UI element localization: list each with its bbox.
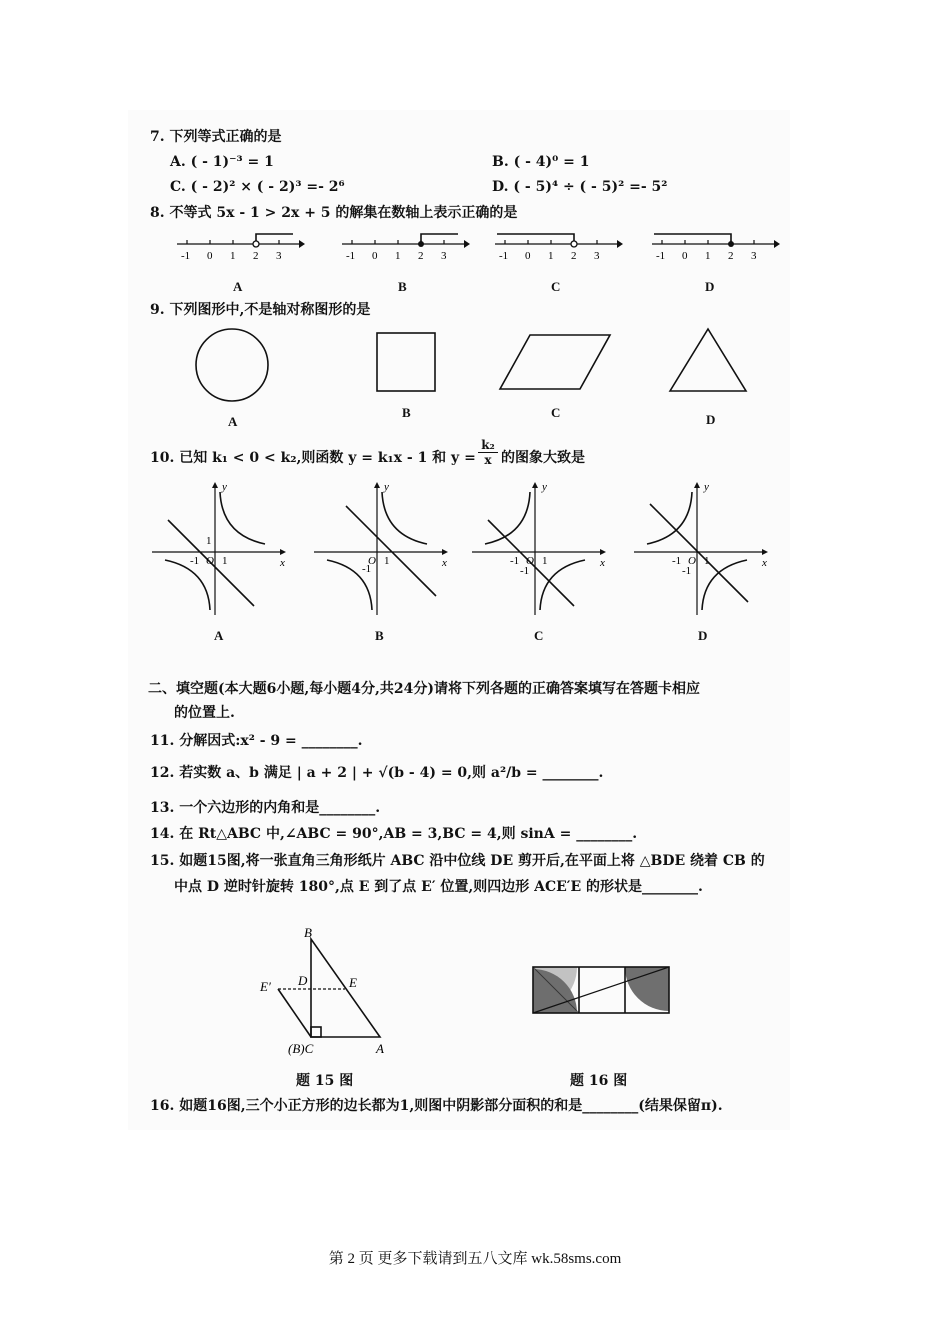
section2-heading-line1: 二、填空题(本大题6小题,每小题4分,共24分)请将下列各题的正确答案填写在答题卡相应 [148,681,700,697]
q7-stem: 7. 下列等式正确的是 [150,129,282,145]
q15-line1: 15. 如题15图,将一张直角三角形纸片 ABC 沿中位线 DE 剪开后,在平面上将 △BDE 绕着 CB 的 [150,853,765,869]
tick-label: 0 [525,250,531,262]
q8-number-line-b [340,228,470,268]
q14-text: 14. 在 Rt△ABC 中,∠ABC = 90°,AB = 3,BC = 4,则 sinA = ________. [150,826,638,842]
fraction-numerator: k₂ [478,438,498,453]
q9-label-a: A [228,414,238,429]
tick-label: 1 [704,555,710,567]
q10-stem-part1: 10. 已知 k₁ < 0 < k₂,则函数 y = k₁x - 1 和 y = [150,450,476,466]
q9-stem: 9. 下列图形中,不是轴对称图形的是 [150,302,371,318]
tick-label: 3 [441,250,447,262]
q13-text: 13. 一个六边形的内角和是________. [150,800,381,816]
tick-label: 2 [728,250,734,262]
q9-shapes [190,325,760,405]
square-shape [377,333,435,391]
fig16-squares-diagram [531,965,671,1015]
axis-y-label: y [542,481,547,493]
tick-label: 3 [276,250,282,262]
q8-number-line-d [650,228,780,268]
tick-label: 1 [384,555,390,567]
q10-label-b: B [375,628,384,643]
q9-label-c: C [551,405,561,420]
tick-label: -1 [181,250,191,262]
point-a-label: A [376,1041,384,1056]
circle-shape [196,329,268,401]
axis-x-label: x [762,557,767,569]
q7-option-d: D. ( - 5)⁴ ÷ ( - 5)² =- 5² [492,179,668,195]
axis-x-label: x [600,557,605,569]
axis-y-label: y [384,481,389,493]
q8-stem: 8. 不等式 5x - 1 > 2x + 5 的解集在数轴上表示正确的是 [150,205,518,221]
point-bc-label: (B)C [288,1041,314,1056]
point-d-label: D [298,973,308,988]
fig16-caption: 题 16 图 [570,1073,628,1089]
q8-label-a: A [233,279,243,294]
q8-number-line-a [175,228,305,268]
triangle-shape [670,329,746,391]
origin-label: O [688,555,696,567]
fig15-caption: 题 15 图 [296,1073,354,1089]
q10-graph-b [312,480,452,620]
tick-label: -1 [672,555,682,567]
point-e-prime-label: E′ [260,979,271,994]
page-footer: 第 2 页 更多下载请到五八文库 wk.58sms.com [328,1251,622,1267]
tick-label: 2 [253,250,259,262]
section2-heading-line2: 的位置上. [174,705,235,721]
tick-label: 0 [682,250,688,262]
tick-label: 1 [395,250,401,262]
q10-label-d: D [698,628,708,643]
tick-label: 1 [705,250,711,262]
q10-fraction [478,438,498,467]
point-b-label: B [304,925,312,940]
axis-x-label: x [280,557,285,569]
q8-label-b: B [398,279,407,294]
q9-label-d: D [706,412,716,427]
q11-text: 11. 分解因式:x² - 9 = ________. [150,733,363,749]
q16-text: 16. 如题16图,三个小正方形的边长都为1,则图中阴影部分面积的和是________(结果保留π). [150,1098,723,1114]
tick-label: 1 [222,555,228,567]
point-e-label: E [349,975,357,990]
tick-label: -1 [510,555,520,567]
fig15-triangle-diagram [258,925,398,1060]
q9-label-b: B [402,405,411,420]
q8-label-d: D [705,279,715,294]
origin-label: O [526,555,534,567]
q10-graph-d [632,480,772,620]
fraction-denominator: x [484,453,492,467]
tick-label: -1 [520,565,530,577]
tick-label: 1 [206,535,212,547]
q8-label-c: C [551,279,561,294]
axis-y-label: y [704,481,709,493]
axis-x-label: x [442,557,447,569]
q7-option-b: B. ( - 4)⁰ = 1 [492,154,590,170]
q10-graph-a [150,480,290,620]
tick-label: 1 [548,250,554,262]
q15-line2: 中点 D 逆时针旋转 180°,点 E 到了点 E′ 位置,则四边形 ACE′E 的形状是________. [174,879,703,895]
tick-label: 0 [372,250,378,262]
q7-option-c: C. ( - 2)² × ( - 2)³ =- 2⁶ [170,179,345,195]
tick-label: 3 [594,250,600,262]
q10-graph-c [470,480,610,620]
tick-label: 2 [418,250,424,262]
tick-label: 1 [230,250,236,262]
q7-option-a: A. ( - 1)⁻³ = 1 [170,154,274,170]
axis-y-label: y [222,481,227,493]
tick-label: -1 [190,555,200,567]
origin-label: O [368,555,376,567]
q10-label-a: A [214,628,224,643]
tick-label: 3 [751,250,757,262]
tick-label: 2 [571,250,577,262]
q10-stem-part2: 的图象大致是 [501,450,585,466]
tick-label: -1 [682,565,692,577]
tick-label: 1 [542,555,548,567]
origin-label: O [206,555,214,567]
tick-label: -1 [346,250,356,262]
tick-label: -1 [656,250,666,262]
q8-number-line-c [493,228,623,268]
parallelogram-shape [500,335,610,389]
tick-label: -1 [362,563,372,575]
q12-text: 12. 若实数 a、b 满足 | a + 2 | + √(b - 4) = 0,则 a²/b = ________. [150,765,604,781]
q10-label-c: C [534,628,544,643]
tick-label: 0 [207,250,213,262]
tick-label: -1 [499,250,509,262]
